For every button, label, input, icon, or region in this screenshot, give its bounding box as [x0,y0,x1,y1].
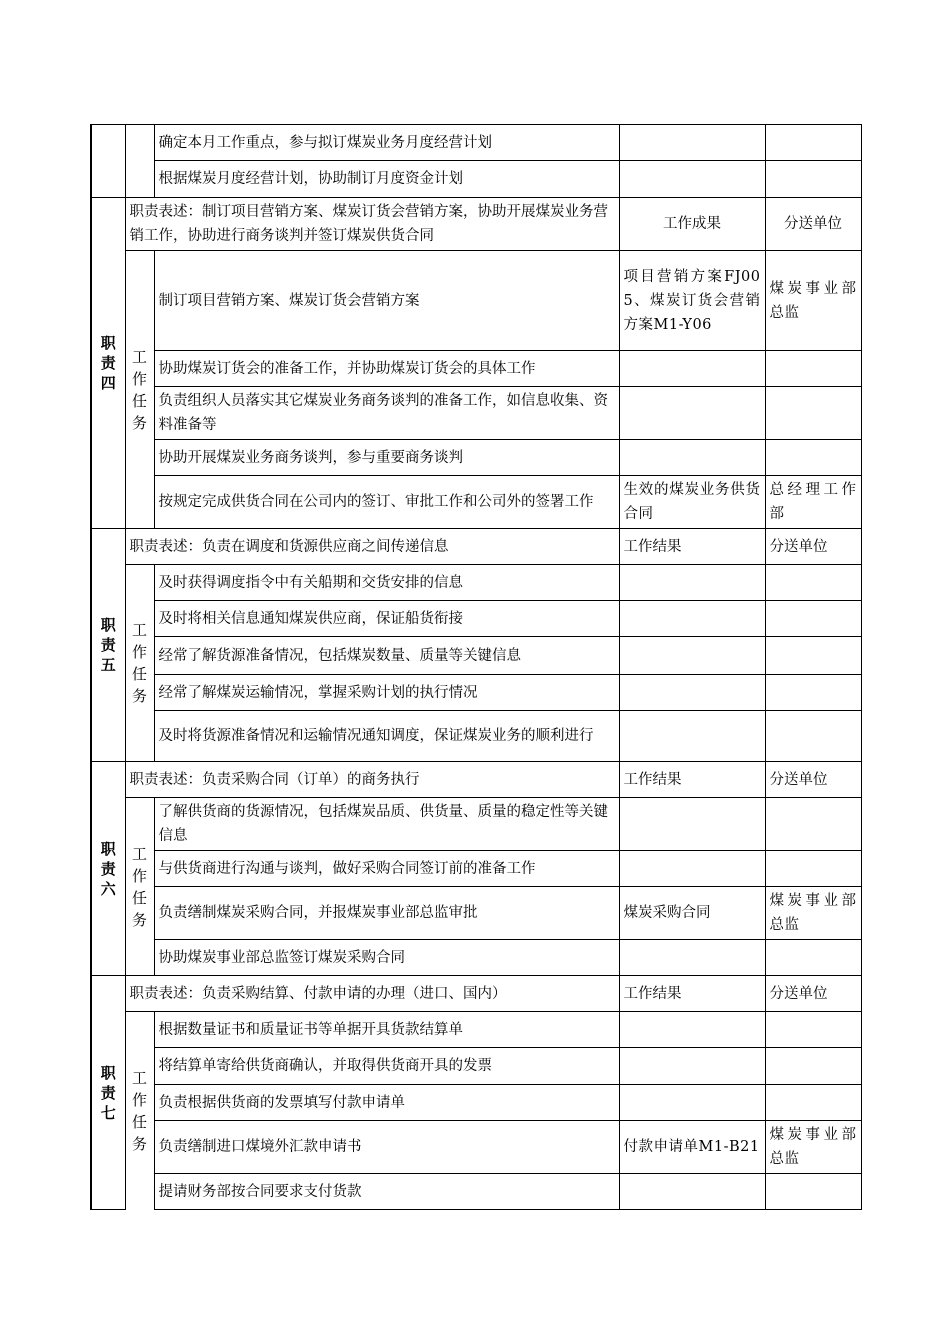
table-row [91,675,861,711]
task-cell: 按规定完成供货合同在公司内的签订、审批工作和公司外的签署工作 [154,476,619,529]
task-cell: 将结算单寄给供货商确认，并取得供货商开具的发票 [154,1048,619,1085]
task-cell: 经常了解货源准备情况，包括煤炭数量、质量等关键信息 [154,637,619,675]
dest-cell: 煤炭事业部总监 [765,251,861,351]
dest-cell [765,1012,861,1048]
section-label-prev [91,125,125,198]
table-row [91,887,861,940]
table-row [91,1048,861,1085]
dest-header: 分送单位 [765,976,861,1012]
result-cell [619,798,765,851]
dest-cell [765,161,861,198]
table-row [91,476,861,529]
duty-description: 职责表述：负责采购结算、付款申请的办理（进口、国内） [125,976,619,1012]
duty-description: 职责表述：负责在调度和货源供应商之间传递信息 [125,529,619,565]
task-cell: 协助煤炭事业部总监签订煤炭采购合同 [154,940,619,976]
result-cell [619,851,765,887]
task-cell: 负责组织人员落实其它煤炭业务商务谈判的准备工作，如信息收集、资料准备等 [154,387,619,440]
dest-cell [765,565,861,601]
dest-cell [765,798,861,851]
section-label: 职 责 四 [91,198,125,529]
table-row [91,1012,861,1048]
result-header: 工作成果 [619,198,765,251]
result-cell [619,125,765,161]
task-cell: 负责缮制进口煤境外汇款申请书 [154,1121,619,1174]
task-cell: 及时将相关信息通知煤炭供应商，保证船货衔接 [154,601,619,637]
task-label: 工 作 任 务 [125,251,154,529]
task-cell: 与供货商进行沟通与谈判，做好采购合同签订前的准备工作 [154,851,619,887]
section-label: 职 责 六 [91,762,125,976]
table-row [91,1121,861,1174]
dest-cell [765,851,861,887]
table-row [91,1174,861,1210]
table-row [91,351,861,387]
task-cell: 协助开展煤炭业务商务谈判，参与重要商务谈判 [154,440,619,476]
task-label: 工 作 任 务 [125,565,154,762]
task-cell: 确定本月工作重点，参与拟订煤炭业务月度经营计划 [154,125,619,161]
task-cell: 制订项目营销方案、煤炭订货会营销方案 [154,251,619,351]
task-cell: 提请财务部按合同要求支付货款 [154,1174,619,1210]
result-header: 工作结果 [619,529,765,565]
dest-cell [765,601,861,637]
result-header: 工作结果 [619,762,765,798]
task-cell: 负责根据供货商的发票填写付款申请单 [154,1085,619,1121]
duty-description: 职责表述：负责采购合同（订单）的商务执行 [125,762,619,798]
dest-cell: 总经理工作部 [765,476,861,529]
dest-cell [765,1085,861,1121]
dest-cell [765,125,861,161]
dest-cell: 煤炭事业部总监 [765,1121,861,1174]
result-cell [619,675,765,711]
task-cell: 负责缮制煤炭采购合同，并报煤炭事业部总监审批 [154,887,619,940]
result-cell [619,711,765,762]
task-cell: 根据数量证书和质量证书等单据开具货款结算单 [154,1012,619,1048]
duty-description-row [91,762,861,798]
result-cell: 煤炭采购合同 [619,887,765,940]
task-label: 工 作 任 务 [125,798,154,976]
result-cell [619,601,765,637]
table-row [91,1085,861,1121]
task-label-prev [125,125,154,198]
task-cell: 了解供货商的货源情况，包括煤炭品质、供货量、质量的稳定性等关键信息 [154,798,619,851]
duty-description-row [91,976,861,1012]
table-row [91,711,861,762]
duty-description: 职责表述：制订项目营销方案、煤炭订货会营销方案，协助开展煤炭业务营销工作，协助进行商务谈判并签订煤炭供货合同 [125,198,619,251]
result-cell [619,940,765,976]
dest-header: 分送单位 [765,529,861,565]
result-cell [619,1085,765,1121]
table-row [91,440,861,476]
dest-cell [765,1174,861,1210]
result-cell [619,637,765,675]
table-row [91,940,861,976]
table-row [91,565,861,601]
result-header: 工作结果 [619,976,765,1012]
dest-cell [765,1048,861,1085]
dest-header: 分送单位 [765,198,861,251]
section-label: 职 责 五 [91,529,125,762]
task-label: 工 作 任 务 [125,1012,154,1210]
task-cell: 经常了解煤炭运输情况，掌握采购计划的执行情况 [154,675,619,711]
table-row [91,637,861,675]
table-row [91,251,861,351]
result-cell: 项目营销方案FJ005、煤炭订货会营销方案M1-Y06 [619,251,765,351]
table-row [91,601,861,637]
dest-header: 分送单位 [765,762,861,798]
table-row [91,798,861,851]
table-row [91,387,861,440]
duty-description-row [91,198,861,251]
task-cell: 及时获得调度指令中有关船期和交货安排的信息 [154,565,619,601]
table-row [91,161,861,198]
dest-cell [765,440,861,476]
result-cell [619,440,765,476]
dest-cell: 煤炭事业部总监 [765,887,861,940]
table-row [91,125,861,161]
duty-table [90,124,862,1210]
result-cell [619,565,765,601]
task-cell: 及时将货源准备情况和运输情况通知调度，保证煤炭业务的顺利进行 [154,711,619,762]
duty-description-row [91,529,861,565]
task-cell: 根据煤炭月度经营计划，协助制订月度资金计划 [154,161,619,198]
result-cell [619,351,765,387]
result-cell: 付款申请单M1-B21 [619,1121,765,1174]
dest-cell [765,711,861,762]
result-cell [619,1012,765,1048]
result-cell: 生效的煤炭业务供货合同 [619,476,765,529]
dest-cell [765,637,861,675]
result-cell [619,161,765,198]
dest-cell [765,675,861,711]
dest-cell [765,387,861,440]
result-cell [619,1048,765,1085]
result-cell [619,387,765,440]
dest-cell [765,940,861,976]
section-label: 职 责 七 [91,976,125,1210]
result-cell [619,1174,765,1210]
task-cell: 协助煤炭订货会的准备工作，并协助煤炭订货会的具体工作 [154,351,619,387]
table-row [91,851,861,887]
dest-cell [765,351,861,387]
